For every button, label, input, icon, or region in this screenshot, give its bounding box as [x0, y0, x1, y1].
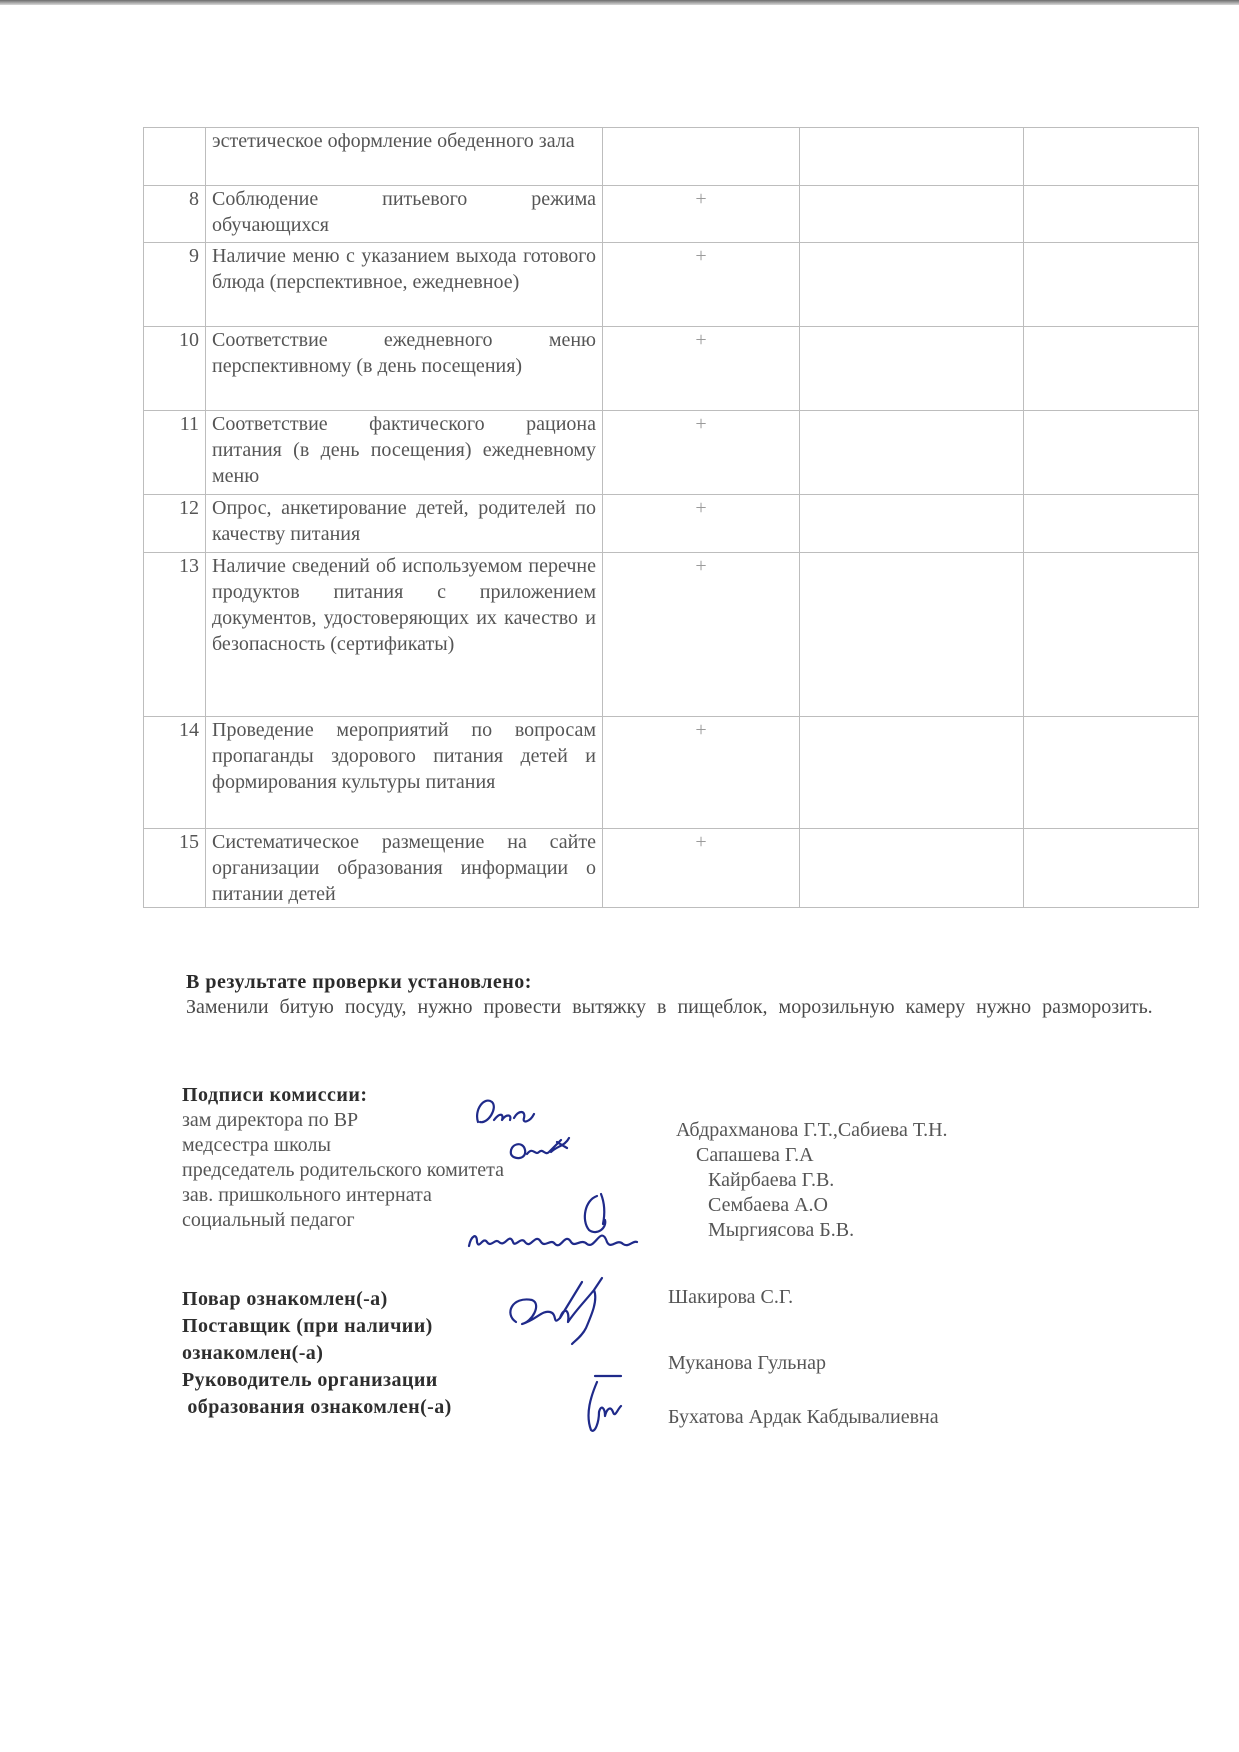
commission-name: Кайрбаева Г.В.	[708, 1169, 835, 1191]
result-text: Заменили битую посуду, нужно провести вытяжку в пищеблок, морозильную камеру нужно разморозить.	[186, 996, 1153, 1018]
ack-line: ознакомлен(-а)	[182, 1342, 324, 1364]
row-number: 9	[144, 243, 206, 327]
commission-role: зам директора по ВР	[182, 1109, 359, 1131]
row-mark: +	[603, 495, 800, 553]
row-mark	[603, 128, 800, 186]
ack-line: Руководитель организации	[182, 1369, 438, 1391]
commission-name: Сембаева А.О	[708, 1194, 828, 1216]
criteria-table	[143, 127, 1199, 908]
commission-role: социальный педагог	[182, 1209, 355, 1231]
empty-cell	[1024, 327, 1199, 411]
empty-cell	[800, 829, 1024, 908]
empty-cell	[1024, 243, 1199, 327]
supplier-name: Муканова Гульнар	[668, 1352, 826, 1374]
empty-cell	[800, 128, 1024, 186]
table-row	[144, 411, 1199, 495]
row-mark: +	[603, 411, 800, 495]
ack-line: Поставщик (при наличии)	[182, 1315, 433, 1337]
scan-edge	[0, 0, 1239, 5]
row-mark: +	[603, 717, 800, 829]
row-mark: +	[603, 553, 800, 717]
table-row	[144, 128, 1199, 186]
ack-line: образования ознакомлен(-а)	[182, 1396, 452, 1418]
row-number: 15	[144, 829, 206, 908]
head-name: Бухатова Ардак Кабдывалиевна	[668, 1406, 939, 1428]
row-mark: +	[603, 186, 800, 243]
table-row	[144, 495, 1199, 553]
empty-cell	[800, 717, 1024, 829]
commission-signatures	[182, 1083, 504, 1233]
empty-cell	[800, 243, 1024, 327]
row-number	[144, 128, 206, 186]
row-number: 11	[144, 411, 206, 495]
signature-social-teacher	[465, 1218, 640, 1258]
signature-zam-director	[470, 1092, 540, 1132]
row-mark: +	[603, 243, 800, 327]
row-number: 10	[144, 327, 206, 411]
row-description: Опрос, анкетирование детей, родителей по качеству питания	[206, 495, 603, 553]
result-heading: В результате проверки установлено:	[186, 971, 532, 993]
row-number: 13	[144, 553, 206, 717]
empty-cell	[800, 186, 1024, 243]
empty-cell	[1024, 128, 1199, 186]
row-description: Систематическое размещение на сайте организации образования информации о питании детей	[206, 829, 603, 908]
row-mark: +	[603, 327, 800, 411]
table-row	[144, 327, 1199, 411]
commission-names	[672, 1118, 948, 1243]
commission-heading: Подписи комиссии:	[182, 1084, 368, 1106]
empty-cell	[1024, 829, 1199, 908]
table-row	[144, 717, 1199, 829]
empty-cell	[800, 411, 1024, 495]
table-row	[144, 243, 1199, 327]
row-number: 14	[144, 717, 206, 829]
empty-cell	[1024, 411, 1199, 495]
empty-cell	[800, 495, 1024, 553]
commission-role: зав. пришкольного интерната	[182, 1184, 432, 1206]
row-description: эстетическое оформление обеденного зала	[206, 128, 603, 186]
commission-name: Сапашева Г.А	[696, 1144, 814, 1166]
table-row	[144, 186, 1199, 243]
empty-cell	[1024, 186, 1199, 243]
row-number: 8	[144, 186, 206, 243]
empty-cell	[800, 327, 1024, 411]
signature-head	[575, 1372, 625, 1438]
ack-line: Повар ознакомлен(-а)	[182, 1288, 388, 1310]
signature-cook	[502, 1270, 612, 1348]
row-mark: +	[603, 829, 800, 908]
table-row	[144, 829, 1199, 908]
empty-cell	[1024, 553, 1199, 717]
commission-name: Мыргиясова Б.В.	[708, 1219, 855, 1241]
table-row	[144, 553, 1199, 717]
row-number: 12	[144, 495, 206, 553]
row-description: Проведение мероприятий по вопросам пропаганды здорового питания детей и формирования культуры питания	[206, 717, 603, 829]
signature-nurse	[505, 1132, 575, 1168]
row-description: Соответствие фактического рациона питания (в день посещения) ежедневному меню	[206, 411, 603, 495]
row-description: Наличие меню с указанием выхода готового блюда (перспективное, ежедневное)	[206, 243, 603, 327]
empty-cell	[800, 553, 1024, 717]
empty-cell	[1024, 495, 1199, 553]
commission-role: медсестра школы	[182, 1134, 331, 1156]
row-description: Соответствие ежедневного меню перспективному (в день посещения)	[206, 327, 603, 411]
cook-name: Шакирова С.Г.	[668, 1286, 794, 1308]
row-description: Соблюдение питьевого режима обучающихся	[206, 186, 603, 243]
empty-cell	[1024, 717, 1199, 829]
inspection-result	[186, 970, 1161, 1020]
commission-name: Абдрахманова Г.Т.,Сабиева Т.Н.	[676, 1119, 948, 1141]
acknowledgement-labels	[182, 1286, 452, 1421]
commission-role: председатель родительского комитета	[182, 1159, 504, 1181]
row-description: Наличие сведений об используемом перечне продуктов питания с приложением документов, удостоверяющих их качество и безопасность (сертификаты)	[206, 553, 603, 717]
